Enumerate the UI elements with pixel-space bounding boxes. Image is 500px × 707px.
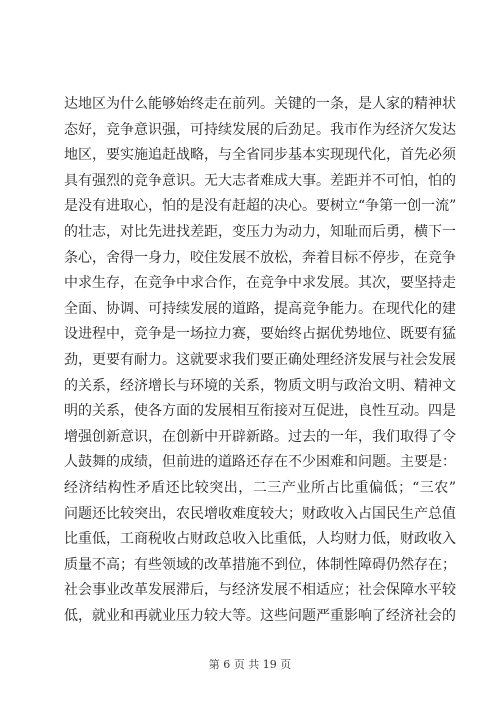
- text-line: 增强创新意识，在创新中开辟新路。过去的一年，我们取得了令: [64, 428, 456, 445]
- text-line: 具有强烈的竞争意识。无大志者难成大事。差距并不可怕，怕的: [64, 172, 456, 189]
- text-line: 设进程中，竞争是一场拉力赛，要始终占据优势地位、既要有猛: [64, 326, 456, 343]
- text-line: 比重低，工商税收占财政总收入比重低，人均财力低，财政收入: [64, 531, 456, 548]
- text-line: 劲，更要有耐力。这就要求我们要正确处理经济发展与社会发展: [64, 351, 456, 368]
- text-line: 中求生存，在竞争中求合作，在竞争中求发展。其次，要坚持走: [64, 275, 456, 292]
- text-line: 达地区为什么能够始终走在前列。关键的一条，是人家的精神状: [64, 96, 456, 112]
- text-line: 条心，舍得一身力，咬住发展不放松，奔着目标不停步，在竞争: [64, 249, 456, 266]
- text-line: 态好，竞争意识强，可持续发展的后劲足。我市作为经济欠发达: [64, 121, 456, 138]
- text-line: 问题还比较突出，农民增收难度较大；财政收入占国民生产总值: [64, 505, 456, 522]
- text-line: 低，就业和再就业压力较大等。这些问题严重影响了经济社会的: [64, 607, 456, 624]
- body-text: [64, 92, 456, 629]
- text-line: 的关系，经济增长与环境的关系，物质文明与政治文明、精神文: [64, 377, 456, 394]
- text-line: 经济结构性矛盾还比较突出，二三产业所占比重偏低；“三农”: [64, 479, 456, 496]
- text-line: 社会事业改革发展滞后，与经济发展不相适应；社会保障水平较: [64, 582, 456, 599]
- text-line: 地区，要实施追赶战略，与全省同步基本实现现代化，首先必须: [64, 147, 456, 164]
- text-line: 是没有进取心，怕的是没有赶超的决心。要树立“争第一创一流”: [64, 198, 456, 215]
- text-line: 明的关系，使各方面的发展相互衔接对互促进，良性互动。四是: [64, 403, 456, 420]
- text-line: 的壮志，对比先进找差距，变压力为动力，知耻而后勇，横下一: [64, 223, 456, 240]
- text-line: 全面、协调、可持续发展的道路，提高竞争能力。在现代化的建: [64, 300, 456, 317]
- text-line: 质量不高；有些领域的改革措施不到位，体制性障碍仍然存在；: [64, 556, 456, 573]
- page-number-footer: 第 6 页 共 19 页: [208, 658, 292, 671]
- text-line: 人鼓舞的成绩，但前进的道路还存在不少困难和问题。主要是：: [64, 454, 456, 471]
